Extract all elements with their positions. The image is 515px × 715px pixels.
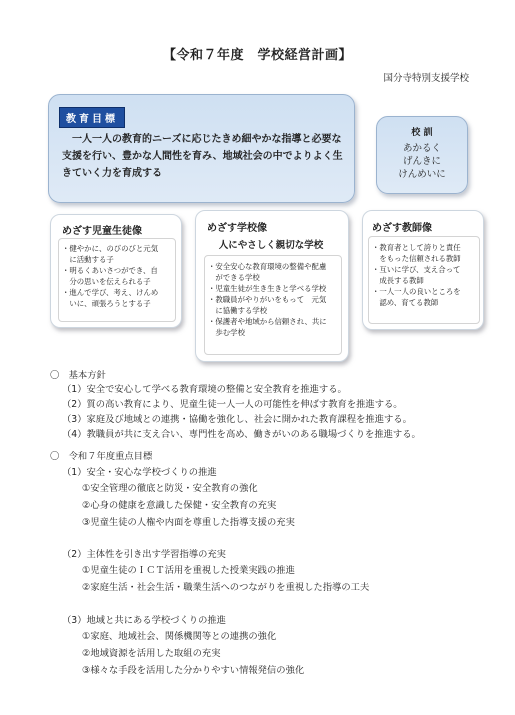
list-item: いに、頑張ろうとする子 — [62, 299, 151, 308]
list-item: ①児童生徒のＩＣＴ活用を重視した授業実践の推進 — [82, 565, 295, 576]
list-item: ②心身の健康を意識した保健・安全教育の充実 — [82, 500, 277, 511]
education-goal-label: 教育目標 — [59, 107, 125, 128]
page-title: 【令和７年度 学校経営計画】 — [162, 48, 352, 63]
priority-group-title: （1）安全・安心な学校づくりの推進 — [62, 467, 217, 478]
ideal-school-subheading: 人にやさしく親切な学校 — [218, 240, 324, 251]
ideal-school-heading: めざす学校像 — [207, 223, 267, 234]
education-goal-text — [62, 131, 347, 182]
list-item: ・保護者や地域から信頼され、共に — [208, 317, 327, 326]
priority-goals-heading: 〇 令和７年度重点目標 — [50, 451, 153, 462]
school-motto-label: 校 訓 — [411, 128, 433, 138]
list-item: ・互いに学び、支え合って — [372, 265, 461, 274]
list-item: ③児童生徒の人権や内面を尊重した指導支援の充実 — [82, 517, 295, 528]
list-item: ・教職員がやりがいをもって 元気 — [208, 295, 327, 304]
basic-policy-list — [62, 382, 482, 442]
ideal-student-heading: めざす児童生徒像 — [62, 226, 142, 237]
priority-group-title: （2）主体性を引き出す学習指導の充実 — [62, 549, 226, 560]
school-motto-line: あかるく — [402, 143, 441, 154]
priority-group — [62, 465, 482, 531]
school-motto-line: げんきに — [402, 156, 441, 167]
list-item: ・一人一人の良いところを — [372, 287, 461, 296]
list-item: ・安全安心な教育環境の整備や配慮 — [208, 262, 327, 271]
list-item: ②地域資源を活用した取組の充実 — [82, 648, 221, 659]
education-goal-line: きていく力を育成する — [62, 168, 162, 179]
list-item: ・明るくあいさつができ、自 — [62, 266, 158, 275]
ideal-teacher-list — [368, 236, 480, 324]
list-item: （4）教職員が共に支え合い、専門性を高め、働きがいのある職場づくりを推進する。 — [62, 429, 421, 440]
school-name: 国分寺特別支援学校 — [383, 73, 469, 84]
list-item: （2）質の高い教育により、児童生徒一人一人の可能性を伸ばす教育を推進する。 — [62, 399, 403, 410]
list-item: ①家庭、地域社会、関係機関等との連携の強化 — [82, 631, 277, 642]
priority-group-title: （3）地域と共にある学校づくりの推進 — [62, 615, 226, 626]
ideal-school-list — [204, 255, 342, 355]
list-item: ・健やかに、のびのびと元気 — [62, 244, 159, 253]
list-item: 成長する教師 — [372, 276, 424, 285]
ideal-teacher-heading: めざす教師像 — [372, 223, 432, 234]
list-item: ①安全管理の徹底と防災・安全教育の強化 — [82, 483, 258, 494]
list-item: （3）家庭及び地域との連携・協働を強化し、社会に開かれた教育課程を推進する。 — [62, 414, 412, 425]
list-item: 分の思いを伝えられる子 — [62, 277, 151, 286]
list-item: （1）安全で安心して学べる教育環境の整備と安全教育を推進する。 — [62, 384, 347, 395]
basic-policy-heading: 〇 基本方針 — [50, 370, 106, 381]
list-item: に活動する子 — [62, 255, 114, 264]
list-item: に協働する学校 — [208, 306, 268, 315]
list-item: ②家庭生活・社会生活・職業生活へのつながりを重視した指導の工夫 — [82, 582, 370, 593]
priority-group — [62, 547, 482, 596]
priority-group — [62, 613, 482, 679]
list-item: 歩む学校 — [208, 328, 245, 337]
ideal-student-list — [58, 238, 176, 322]
list-item: をもった信頼される教師 — [372, 254, 461, 263]
education-goal-line: 支援を行い、豊かな人間性を育み、地域社会の中でよりよく生 — [62, 151, 343, 162]
list-item: ・教育者として誇りと責任 — [372, 243, 461, 252]
education-goal-line: 一人一人の教育的ニーズに応じたきめ細やかな指導と必要な — [72, 134, 342, 145]
list-item: ・進んで学び、考え、けんめ — [62, 288, 159, 297]
school-motto-line: けんめいに — [398, 169, 446, 180]
list-item: ③様々な手段を活用した分かりやすい情報発信の強化 — [82, 665, 305, 676]
list-item: ができる学校 — [208, 273, 260, 282]
list-item: ・児童生徒が生き生きと学べる学校 — [208, 284, 327, 293]
list-item: 認め、育てる教師 — [372, 298, 439, 307]
